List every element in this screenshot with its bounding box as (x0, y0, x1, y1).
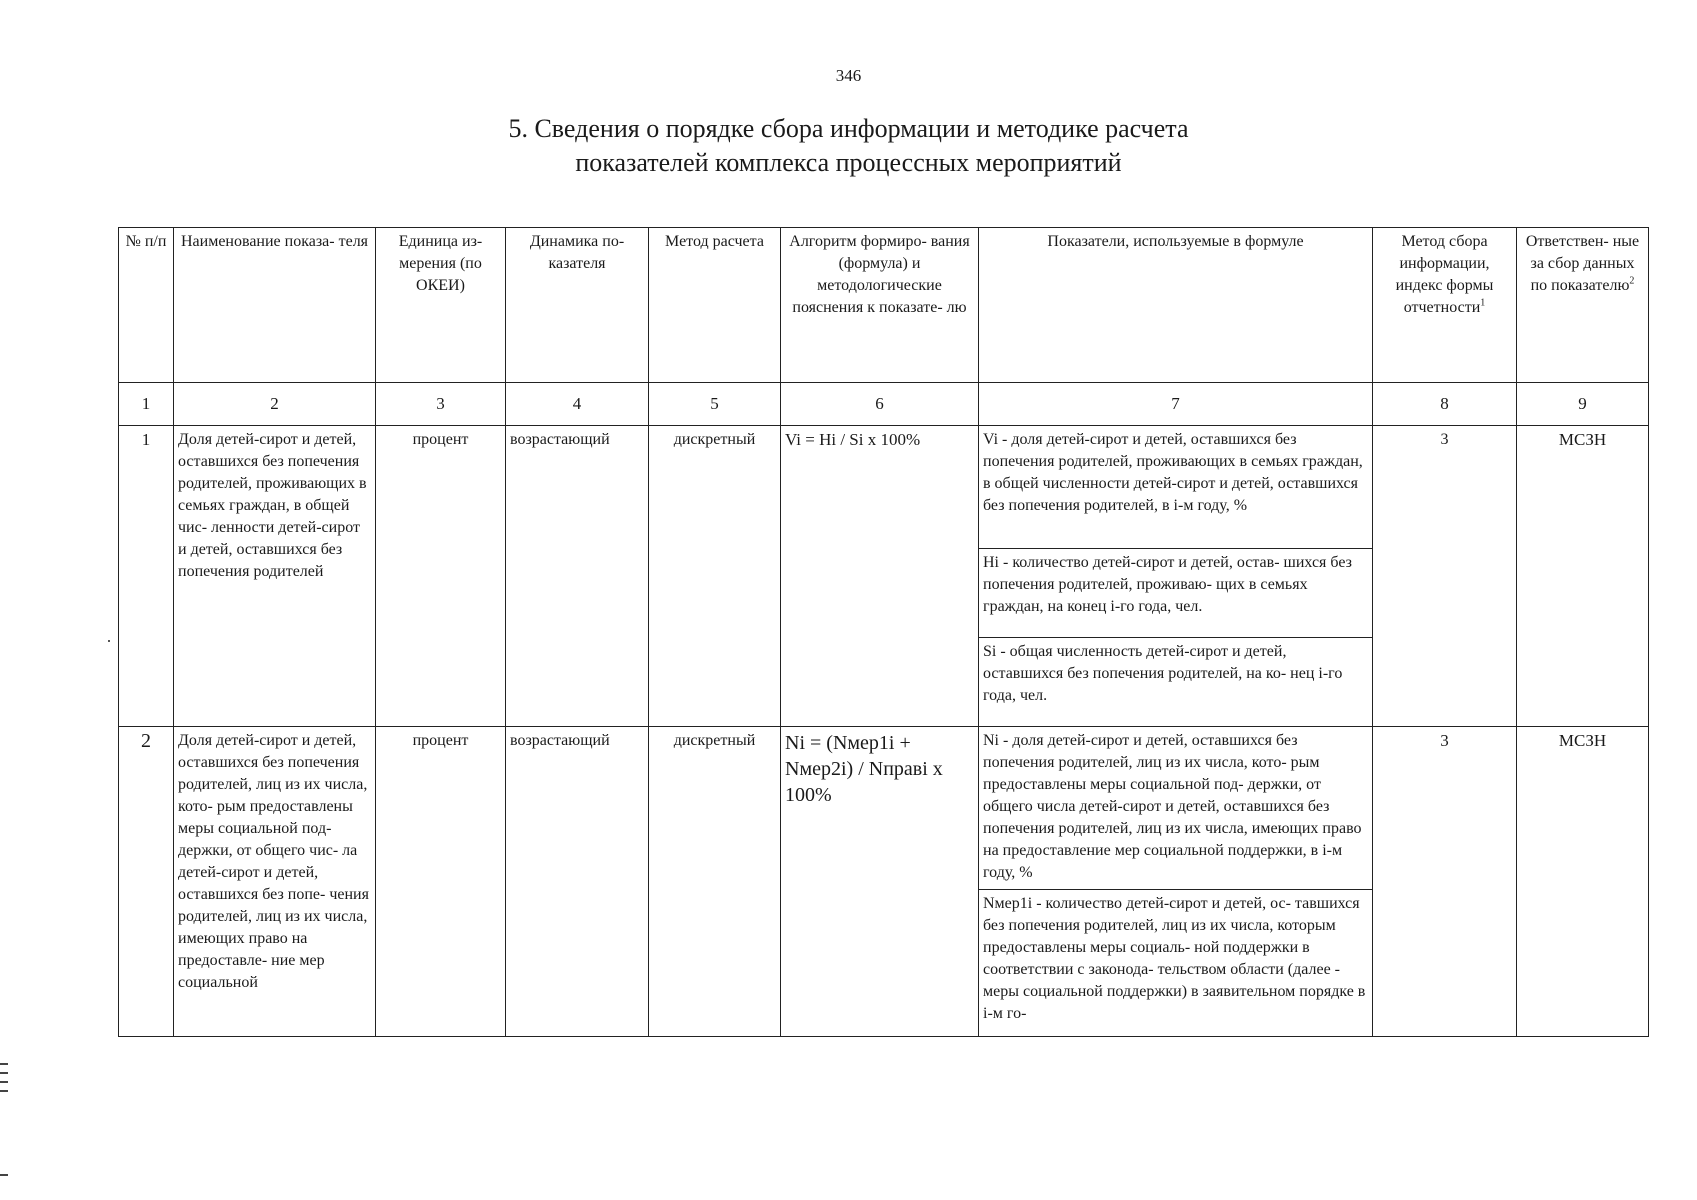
footnote-1-mark: 1 (1480, 297, 1486, 309)
header-unit: Единица из- мерения (по ОКЕИ) (376, 228, 506, 383)
column-number: 9 (1517, 383, 1649, 426)
page-number: 346 (835, 66, 862, 85)
responsible-body: МСЗН (1517, 426, 1649, 727)
formula-param: Vi - доля детей-сирот и детей, оставшихся без попечения родителей, проживающих в семьях граждан, в общей численности детей-сирот и детей, оставшихся без попечения родителей, в i-м году, % (979, 426, 1373, 549)
scan-margin-mark (0, 1063, 8, 1065)
indicator-unit: процент (376, 426, 506, 727)
indicator-name: Доля детей-сирот и детей, оставшихся без попечения родителей, проживающих в семьях граждан, в общей чис- ленности детей-сирот и детей, оставшихся без попечения родителей (174, 426, 376, 727)
heading-line-2: показателей комплекса процессных мероприятий (575, 148, 1122, 177)
scan-margin-mark (0, 1174, 8, 1176)
column-number: 4 (506, 383, 649, 426)
formula-param: Si - общая численность детей-сирот и детей, оставшихся без попечения родителей, на ко- нец i-го года, чел. (979, 638, 1373, 727)
header-collection-method (1373, 228, 1517, 383)
scan-margin-mark (0, 1072, 8, 1074)
scan-margin-mark (0, 1090, 8, 1092)
formula-param: Nмер1i - количество детей-сирот и детей, ос- тавшихся без попечения родителей, лиц из их числа, которым предоставлены меры социаль- ной поддержки в соответствии с законода- тельством области (далее - меры социальной поддержки) в заявительном порядке в i-м го- (979, 890, 1373, 1037)
header-calc-method: Метод расчета (649, 228, 781, 383)
indicator-calc-method: дискретный (649, 727, 781, 1037)
header-responsible-text: Ответствен- ные за сбор данных по показателю (1525, 233, 1640, 294)
header-formula: Алгоритм формиро- вания (формула) и методологические пояснения к показате- лю (781, 228, 979, 383)
formula-param: Hi - количество детей-сирот и детей, остав- шихся без попечения родителей, проживаю- щих в семьях граждан, на конец i-го года, чел. (979, 549, 1373, 638)
header-row (119, 228, 1649, 383)
header-responsible (1517, 228, 1649, 383)
table-row (119, 426, 1649, 549)
scan-speck (108, 640, 110, 642)
column-number: 6 (781, 383, 979, 426)
table-row (119, 727, 1649, 890)
column-number: 8 (1373, 383, 1517, 426)
footnote-2-mark: 2 (1629, 275, 1635, 287)
indicator-name: Доля детей-сирот и детей, оставшихся без попечения родителей, лиц из их числа, кото- рым предоставлены меры социальной под- держки, от общего чис- ла детей-сирот и детей, оставшихся без попе- чения родителей, лиц из их числа, имеющих право на предоставле- ние мер социальной (174, 727, 376, 1037)
indicators-table (118, 227, 1649, 1037)
header-dynamics: Динамика по- казателя (506, 228, 649, 383)
heading-line-1: 5. Сведения о порядке сбора информации и методике расчета (508, 114, 1189, 143)
collection-method: 3 (1373, 727, 1517, 1037)
indicator-dynamics: возрастающий (506, 426, 649, 727)
column-number: 3 (376, 383, 506, 426)
indicator-calc-method: дискретный (649, 426, 781, 727)
formula-param: Ni - доля детей-сирот и детей, оставшихся без попечения родителей, лиц из их числа, кото- рым предоставлены меры социальной под- держки, от общего числа детей-сирот и детей, оставшихся без попечения родителей, лиц из их числа, имеющих право на предоставление мер социальной поддержки, в i-м году, % (979, 727, 1373, 890)
collection-method: 3 (1373, 426, 1517, 727)
indicator-formula: Ni = (Nмер1i + Nмер2i) / Nправі x 100% (781, 727, 979, 1037)
column-number-row (119, 383, 1649, 426)
indicator-dynamics: возрастающий (506, 727, 649, 1037)
row-number: 2 (119, 727, 174, 1037)
responsible-body: МСЗН (1517, 727, 1649, 1037)
section-heading (0, 112, 1697, 180)
column-number: 7 (979, 383, 1373, 426)
column-number: 1 (119, 383, 174, 426)
column-number: 2 (174, 383, 376, 426)
scan-margin-mark (0, 1081, 8, 1083)
row-number: 1 (119, 426, 174, 727)
header-collection-text: Метод сбора информации, индекс формы отчетности (1395, 233, 1494, 316)
indicator-formula: Vi = Hi / Si x 100% (781, 426, 979, 727)
header-indicator-name: Наименование показа- теля (174, 228, 376, 383)
header-params: Показатели, используемые в формуле (979, 228, 1373, 383)
column-number: 5 (649, 383, 781, 426)
indicator-unit: процент (376, 727, 506, 1037)
header-number: № п/п (119, 228, 174, 383)
